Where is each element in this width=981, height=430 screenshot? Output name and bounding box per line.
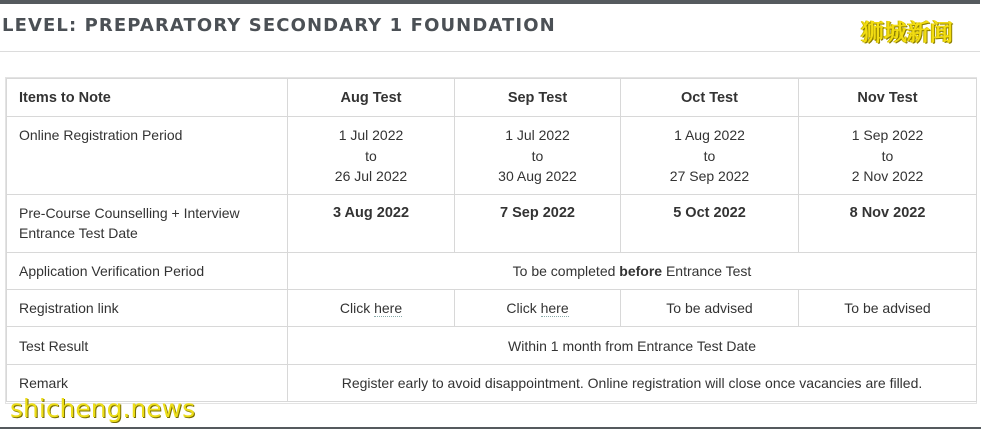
period-end: 27 Sep 2022 xyxy=(669,168,750,184)
label-line-1: Pre-Course Counselling + Interview xyxy=(19,205,240,221)
verification-note xyxy=(288,253,977,290)
nov-registration-link-cell: To be advised xyxy=(799,290,977,327)
period-start: 1 Aug 2022 xyxy=(674,127,745,143)
period-to: to xyxy=(881,147,894,164)
label-line-2: Entrance Test Date xyxy=(19,225,138,241)
table-row xyxy=(7,195,977,253)
nov-test-date: 8 Nov 2022 xyxy=(799,195,977,253)
aug-registration-link-cell xyxy=(288,290,455,327)
schedule-table xyxy=(6,78,977,402)
watermark-logo-cn: 狮城新闻 xyxy=(861,20,953,46)
period-start: 1 Sep 2022 xyxy=(851,127,924,143)
row-label-online-registration: Online Registration Period xyxy=(7,117,288,195)
header-items-to-note: Items to Note xyxy=(7,79,288,117)
verification-text-pre: To be completed xyxy=(512,263,620,279)
table-row xyxy=(7,290,977,327)
nov-registration-period xyxy=(799,117,977,195)
verification-text-bold: before xyxy=(619,263,663,279)
header-oct-test: Oct Test xyxy=(621,79,799,117)
header-aug-test: Aug Test xyxy=(288,79,455,117)
period-to: to xyxy=(365,147,377,164)
header-nov-test: Nov Test xyxy=(799,79,977,117)
table-row xyxy=(7,253,977,290)
row-label-verification: Application Verification Period xyxy=(7,253,288,290)
sep-test-date: 7 Sep 2022 xyxy=(455,195,621,253)
row-label-counselling xyxy=(7,195,288,253)
sep-registration-period xyxy=(455,117,621,195)
row-label-registration-link: Registration link xyxy=(7,290,288,327)
schedule-table-container xyxy=(5,77,977,404)
click-text: Click xyxy=(339,300,375,316)
period-end: 26 Jul 2022 xyxy=(334,168,408,184)
period-end: 30 Aug 2022 xyxy=(498,168,577,184)
heading-divider xyxy=(0,51,980,52)
top-rule xyxy=(0,0,980,4)
table-header-row xyxy=(7,79,977,117)
aug-register-link[interactable]: here xyxy=(374,300,403,316)
aug-registration-period xyxy=(288,117,455,195)
remark-note: Register early to avoid disappointment. Online registration will close once vacancies are filled. xyxy=(288,365,977,402)
oct-test-date: 5 Oct 2022 xyxy=(621,195,799,253)
sep-register-link[interactable]: here xyxy=(540,300,569,316)
click-text: Click xyxy=(506,300,541,316)
aug-test-date: 3 Aug 2022 xyxy=(288,195,455,253)
row-label-remark: Remark xyxy=(7,365,288,402)
row-label-test-result: Test Result xyxy=(7,327,288,365)
page-heading: LEVEL: PREPARATORY SECONDARY 1 FOUNDATION xyxy=(2,15,556,36)
period-to: to xyxy=(531,147,544,164)
oct-registration-period xyxy=(621,117,799,195)
period-start: 1 Jul 2022 xyxy=(505,127,570,143)
table-row xyxy=(7,117,977,195)
period-to: to xyxy=(703,147,716,164)
bottom-rule xyxy=(0,427,981,429)
test-result-note: Within 1 month from Entrance Test Date xyxy=(288,327,977,365)
period-start: 1 Jul 2022 xyxy=(338,127,404,143)
period-end: 2 Nov 2022 xyxy=(851,168,924,184)
sep-registration-link-cell xyxy=(455,290,621,327)
header-sep-test: Sep Test xyxy=(455,79,621,117)
verification-text-post: Entrance Test xyxy=(662,263,752,279)
watermark-site-name: shicheng.news xyxy=(10,394,196,423)
oct-registration-link-cell: To be advised xyxy=(621,290,799,327)
table-row xyxy=(7,327,977,365)
